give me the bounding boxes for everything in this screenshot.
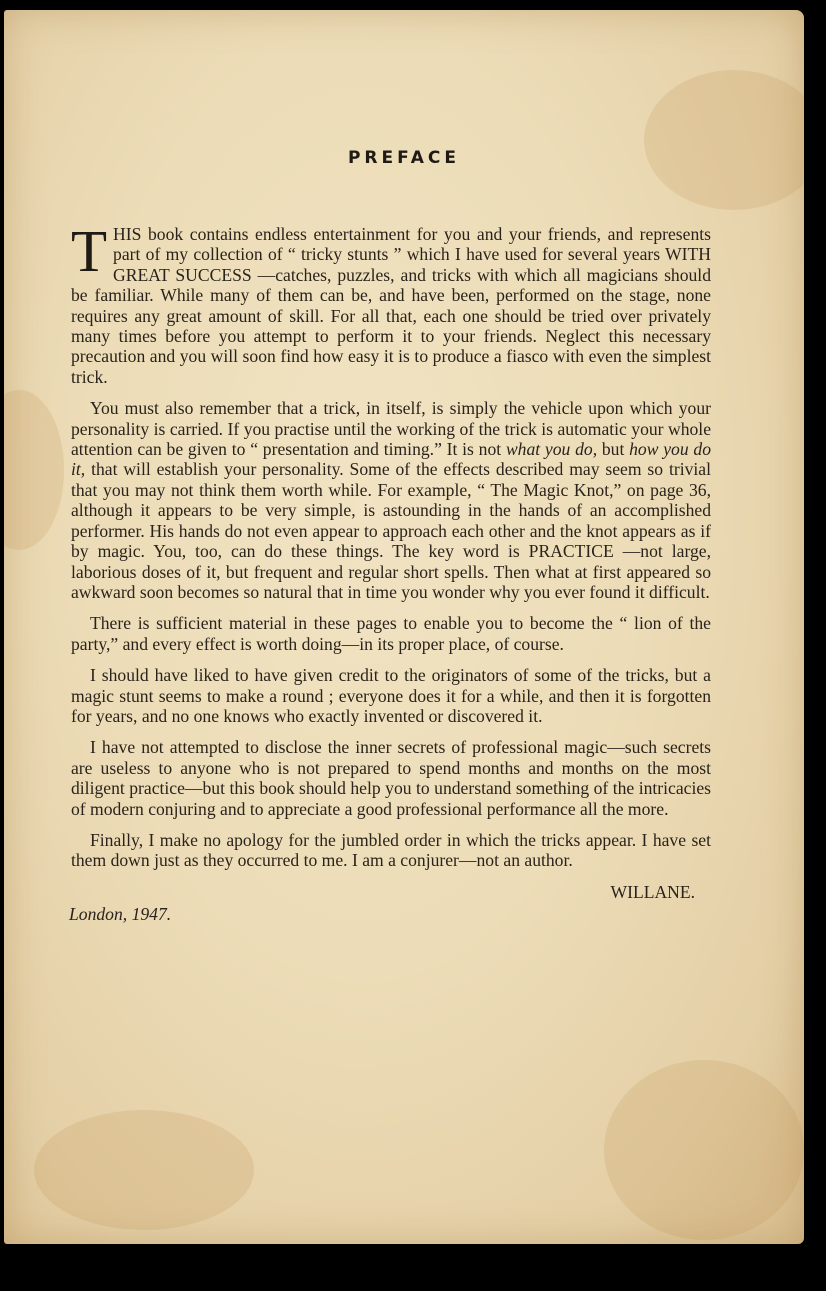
paragraph-6: Finally, I make no apology for the jumbled order in which the tricks appear. I have set them down just as they occurred to me. I am a conjurer—not an author. (71, 829, 711, 871)
author-signature: WILLANE. (610, 881, 695, 902)
paragraph-3: There is sufficient material in these pages to enable you to become the “ lion of the party,” and every effect is worth doing—in its proper place, of course. (71, 613, 711, 654)
book-page (4, 10, 804, 1244)
page-title: PREFACE (347, 148, 461, 168)
paragraph-text: You must also remember that a trick, in itself, is simply the vehicle upon which your personality is carried. If you practise until the working of the trick is automatic your whole attention can be given to “ presentation and timing.” It is not (71, 398, 711, 460)
paper-stain (34, 1110, 254, 1230)
paragraph-text: but (597, 439, 630, 460)
preface-body (69, 218, 711, 925)
paper-stain (644, 70, 804, 210)
paragraph-2 (71, 398, 711, 602)
paper-stain (604, 1060, 804, 1240)
paragraph-text: HIS book contains endless entertainment for you and your friends, and represents part of my collection of “ tricky stunts ” which I have used for several years WITH GREAT SUCCESS —catches, puzzles, and tricks with which all magicians should be familiar. While many of them can be, and have been, performed on the stage, none requires any great amount of skill. For all that, each one should be tried over privately many times before you attempt to perform it to your friends. Neglect this necessary precaution and you will soon find how easy it is to produce a fiasco with even the simplest trick. (71, 224, 711, 387)
paragraph-4: I should have liked to have given credit to the originators of some of the tricks, but a magic stunt seems to make a round ; everyone does it for a while, and then it is forgotten for years, and no one knows who exactly invented or discovered it. (71, 665, 711, 726)
paragraph-text: that will establish your personality. Some of the effects described may seem so trivial that you may not think them worth while. For example, “ The Magic Knot,” on page 36, although it appears to be very simple, is astounding in the hands of an accomplished performer. His hands do not even appear to approach each other and the knot appears as if by magic. You, too, can do these things. The key word is PRACTICE —not large, laborious doses of it, but frequent and regular short spells. Then what at first appeared so awkward soon becomes so natural that in time you wonder why you ever found it difficult. (71, 459, 711, 602)
paragraph-5: I have not attempted to disclose the inner secrets of professional magic—such secrets are useless to anyone who is not prepared to spend months and months on the most diligent practice—but this book should help you to understand something of the intricacies of modern conjuring and to appreciate a good professional performance all the more. (71, 737, 711, 819)
paper-stain (4, 390, 64, 550)
place-date: London, 1947. (69, 904, 172, 925)
drop-cap: T (71, 218, 108, 284)
italic-phrase: what you do, (505, 439, 598, 460)
paragraph-1 (71, 218, 711, 387)
italic-phrase: how you do it, (71, 439, 711, 480)
